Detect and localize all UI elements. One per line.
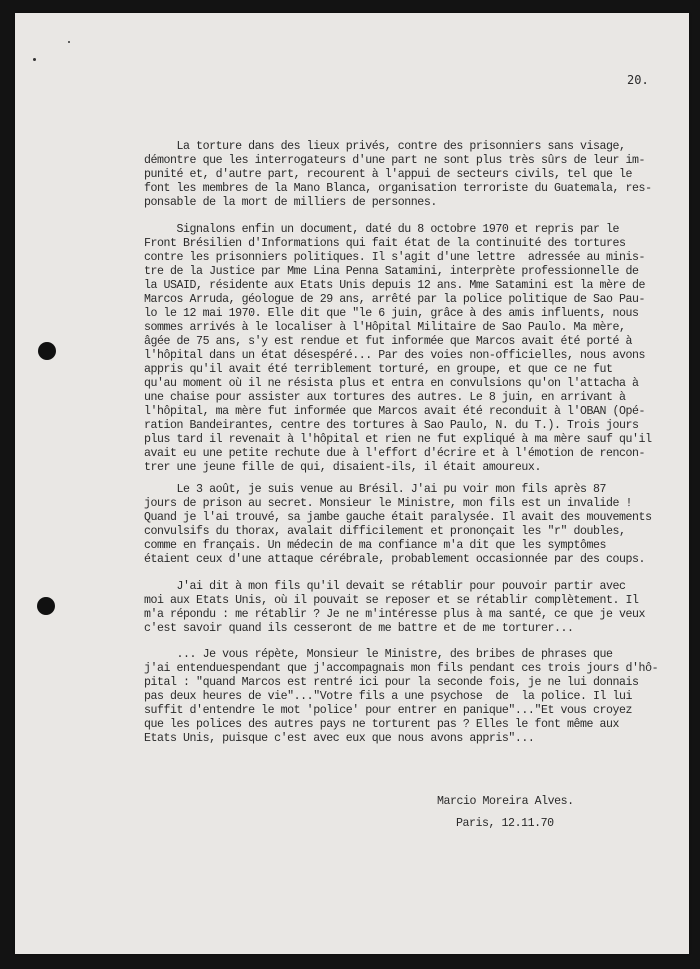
text-line: une chaise pour assister aux tortures des autres. Le 8 juin, en arrivant à bbox=[144, 391, 626, 404]
speck-mark bbox=[33, 58, 36, 61]
text-line: comme en français. Un médecin de ma confiance m'a dit que les symptômes bbox=[144, 539, 607, 552]
text-line: âgée de 75 ans, s'y est rendue et fut informée que Marcos avait été porté à bbox=[144, 335, 633, 348]
text-line: contre les prisonniers politiques. Il s'agit d'une lettre adressée au minis- bbox=[144, 251, 646, 264]
text-line: convulsifs du thorax, avalait difficilement et prononçait les "r" doubles, bbox=[144, 525, 626, 538]
text-line: pital : "quand Marcos est rentré ici pour la seconde fois, je ne lui donnais bbox=[144, 676, 639, 689]
text-line: trer une jeune fille de qui, disaient-ils, il était amoureux. bbox=[144, 461, 541, 474]
text-line: lo le 12 mai 1970. Elle dit que "le 6 juin, grâce à des amis influents, nous bbox=[144, 307, 639, 320]
text-line: jours de prison au secret. Monsieur le Ministre, mon fils est un invalide ! bbox=[144, 497, 633, 510]
paragraph-1 bbox=[144, 140, 659, 210]
text-line: font les membres de la Mano Blanca, organisation terroriste du Guatemala, res- bbox=[144, 182, 652, 195]
text-line: J'ai dit à mon fils qu'il devait se rétablir pour pouvoir partir avec bbox=[144, 580, 626, 593]
text-line: qu'au moment où il ne résista plus et entra en convulsions qu'on l'attacha à bbox=[144, 377, 639, 390]
text-line: plus tard il revenait à l'hôpital et rien ne fut expliqué à ma mère sauf qu'il bbox=[144, 433, 652, 446]
signature-name: Marcio Moreira Alves. bbox=[437, 795, 574, 808]
punch-hole-bottom bbox=[37, 597, 55, 615]
text-line: Le 3 août, je suis venue au Brésil. J'ai pu voir mon fils après 87 bbox=[144, 483, 607, 496]
text-line: La torture dans des lieux privés, contre des prisonniers sans visage, bbox=[144, 140, 626, 153]
paragraph-5 bbox=[144, 648, 659, 746]
text-line: j'ai entenduespendant que j'accompagnais mon fils pendant ces trois jours d'hô- bbox=[144, 662, 659, 675]
text-line: ration Bandeirantes, centre des tortures à Sao Paulo, N. du T.). Trois jours bbox=[144, 419, 639, 432]
text-line: pas deux heures de vie"..."Votre fils a une psychose de la police. Il lui bbox=[144, 690, 633, 703]
text-line: étaient ceux d'une attaque cérébrale, probablement occasionnée par des coups. bbox=[144, 553, 646, 566]
text-line: l'hôpital dans un état désespéré... Par des voies non-officielles, nous avons bbox=[144, 349, 646, 362]
text-line: l'hôpital, ma mère fut informée que Marcos avait été reconduit à l'OBAN (Opé- bbox=[144, 405, 646, 418]
text-line: Etats Unis, puisque c'est avec eux que nous avons appris"... bbox=[144, 732, 535, 745]
text-line: sommes arrivés à le localiser à l'Hôpital Militaire de Sao Paulo. Ma mère, bbox=[144, 321, 626, 334]
text-line: Signalons enfin un document, daté du 8 octobre 1970 et repris par le bbox=[144, 223, 620, 236]
text-line: Marcos Arruda, géologue de 29 ans, arrêté par la police politique de Sao Pau- bbox=[144, 293, 646, 306]
text-line: Quand je l'ai trouvé, sa jambe gauche était paralysée. Il avait des mouvements bbox=[144, 511, 652, 524]
text-line: suffit d'entendre le mot 'police' pour entrer en panique"..."Et vous croyez bbox=[144, 704, 633, 717]
text-line: avait eu une petite rechute due à l'effort d'écrire et à l'émotion de rencon- bbox=[144, 447, 646, 460]
paragraph-3 bbox=[144, 483, 659, 567]
text-line: démontre que les interrogateurs d'une part ne sont plus très sûrs de leur im- bbox=[144, 154, 646, 167]
text-line: Front Brésilien d'Informations qui fait état de la continuité des tortures bbox=[144, 237, 626, 250]
text-line: appris qu'il avait été terriblement torturé, en groupe, et que ce ne fut bbox=[144, 363, 613, 376]
paragraph-2 bbox=[144, 223, 659, 475]
text-line: tre de la Justice par Mme Lina Penna Satamini, interprète professionnelle de bbox=[144, 265, 639, 278]
speck-mark bbox=[68, 41, 70, 43]
text-line: la USAID, résidente aux Etats Unis depuis 12 ans. Mme Satamini est la mère de bbox=[144, 279, 646, 292]
text-line: moi aux Etats Unis, où il pouvait se reposer et se rétablir complètement. Il bbox=[144, 594, 639, 607]
text-line: m'a répondu : me rétablir ? Je ne m'intéresse plus à ma santé, ce que je veux bbox=[144, 608, 646, 621]
text-line: ponsable de la mort de milliers de personnes. bbox=[144, 196, 437, 209]
text-line: que les polices des autres pays ne torturent pas ? Elles le font même aux bbox=[144, 718, 620, 731]
signature-place-date: Paris, 12.11.70 bbox=[456, 817, 554, 830]
text-line: c'est savoir quand ils cesseront de me battre et de me torturer... bbox=[144, 622, 574, 635]
page-number: 20. bbox=[627, 73, 649, 87]
text-line: punité et, d'autre part, recourent à l'appui de secteurs civils, tel que le bbox=[144, 168, 633, 181]
punch-hole-top bbox=[38, 342, 56, 360]
text-line: ... Je vous répète, Monsieur le Ministre, des bribes de phrases que bbox=[144, 648, 613, 661]
paragraph-4 bbox=[144, 580, 659, 636]
